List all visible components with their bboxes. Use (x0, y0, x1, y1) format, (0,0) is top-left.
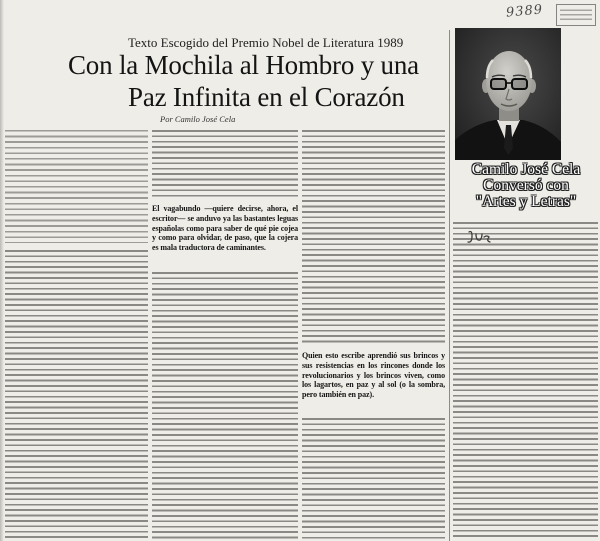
photo-caption-line-2: Conversó con (483, 177, 569, 194)
photo-caption (453, 162, 599, 210)
column-2-body-text-top (152, 130, 298, 200)
column-divider (449, 30, 450, 541)
pull-quote-vagabundo: El vagabundo —quiere decirse, ahora, el escritor— se anduvo ya las bastantes leguas españolas como para saber de qué pie cojea y como para olvidar, de paso, que la cojera es mala traductora de caminantes. (152, 204, 298, 253)
column-3-body-text-top (302, 130, 445, 346)
column-3-body-text-bottom (302, 418, 445, 539)
date-stamp (556, 4, 596, 26)
column-2-body-text-bottom (152, 272, 298, 539)
pull-quote-brincos: Quien esto escribe aprendió sus brincos y sus resistencias en los rincones donde los revolucionarios y los brincos viven, como los lagartos, en paz y al sol (o la sombra, pero también en paz). (302, 351, 445, 400)
scan-edge (0, 0, 4, 541)
article-kicker: Texto Escogido del Premio Nobel de Literatura 1989 (128, 35, 404, 50)
handwritten-mark (466, 228, 492, 246)
article-byline: Por Camilo José Cela (160, 114, 236, 124)
article-title-line-1: Con la Mochila al Hombro y una (68, 50, 419, 80)
photo-caption-line-1: Camilo José Cela (471, 161, 581, 178)
column-1-intro-text (5, 130, 148, 243)
sidebar-body-text (453, 222, 598, 539)
column-1-body-text (5, 250, 148, 539)
photo-caption-line-3: "Artes y Letras" (475, 193, 577, 210)
article-title-line-2: Paz Infinita en el Corazón (128, 82, 405, 112)
author-photo (455, 28, 561, 160)
handwritten-number: 9389 (505, 2, 544, 21)
